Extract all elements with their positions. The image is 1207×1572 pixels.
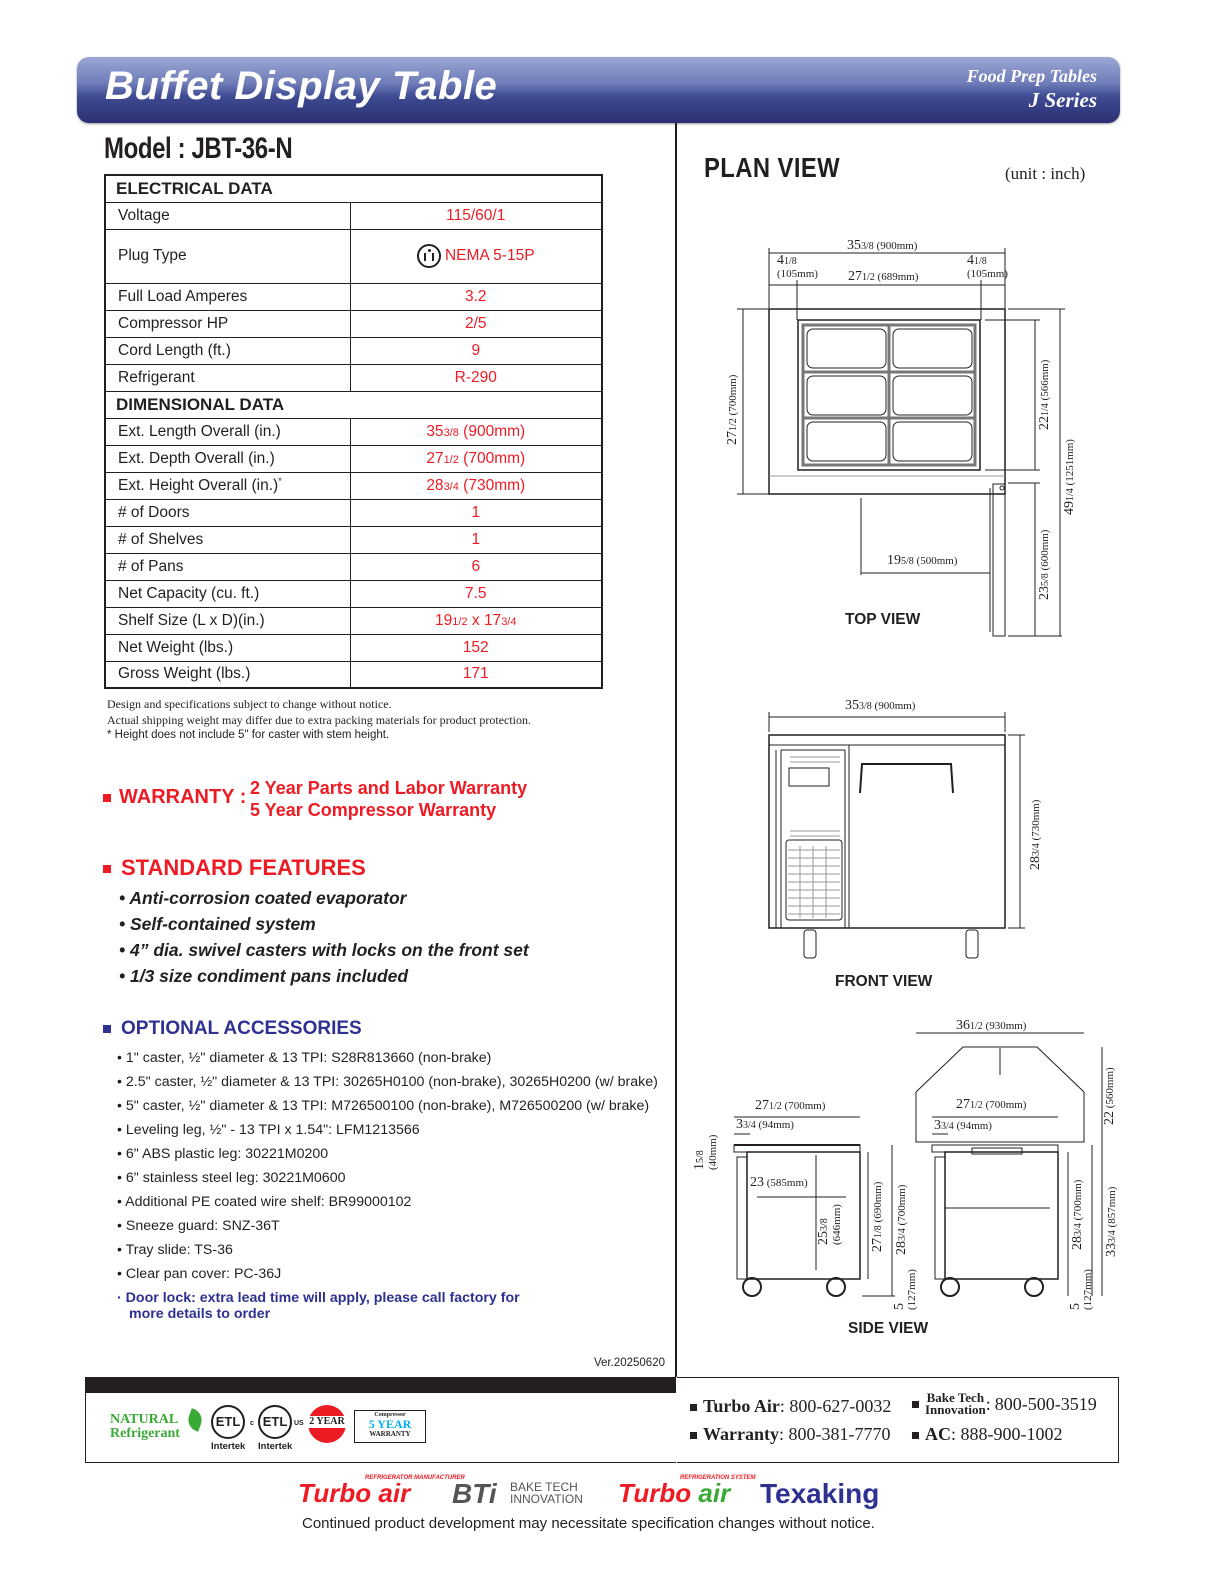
five-year-compressor-badge: Compressor 5 YEAR WARRANTY	[354, 1410, 426, 1443]
plan-view-title: PLAN VIEW	[704, 152, 841, 183]
c-etl-us-logo: ETL	[258, 1405, 292, 1439]
dim-total-depth: 491/4 (1251mm)	[1062, 439, 1077, 515]
etl-logo: ETL	[211, 1405, 245, 1439]
texaking-logo: Texaking	[760, 1478, 880, 1509]
list-item: • Tray slide: TS-36	[117, 1242, 233, 1258]
bullet-square-icon	[103, 865, 111, 873]
table-row: Refrigerant R-290	[105, 364, 602, 391]
nema-plug-icon	[417, 244, 441, 268]
side-view-label: SIDE VIEW	[848, 1320, 929, 1337]
table-row: Voltage 115/60/1	[105, 202, 602, 229]
dim-front-width: 353/8 (900mm)	[845, 698, 916, 713]
table-row: Ext. Height Overall (in.)* 283/4 (730mm)	[105, 472, 602, 499]
bullet-square-icon	[103, 794, 111, 802]
dim-top-thickness: 15/8 (40mm)	[692, 1134, 719, 1170]
dim-guard-width: 361/2 (930mm)	[956, 1018, 1027, 1033]
list-item: • 1/3 size condiment pans included	[119, 966, 409, 986]
table-row: Compressor HP 2/5	[105, 310, 602, 337]
list-item: • Clear pan cover: PC-36J	[117, 1266, 282, 1282]
contact-turbo-air: Turbo Air: 800-627-0032	[690, 1396, 891, 1417]
optional-accessories-list	[117, 1046, 658, 1322]
dim-interior-depth: 23 (585mm)	[750, 1175, 808, 1190]
table-row: # of Shelves 1	[105, 526, 602, 553]
category-label: Food Prep Tables	[966, 66, 1097, 86]
two-year-warranty-badge: 2 YEAR	[308, 1405, 346, 1443]
dim-door-clearance: 195/8 (500mm)	[887, 553, 958, 568]
door-lock-note: · Door lock: extra lead time will apply, please call factory for more details to order	[117, 1290, 520, 1322]
natural-refrigerant-logo: NATURAL Refrigerant	[110, 1412, 180, 1441]
column-divider	[675, 123, 677, 1377]
standard-features-list	[119, 885, 529, 989]
bullet-square-icon	[103, 1025, 111, 1033]
table-row: # of Doors 1	[105, 499, 602, 526]
spec-table	[104, 174, 603, 689]
dim-cabinet-height: 271/8 (690mm)	[870, 1181, 885, 1252]
list-item: • 2.5" caster, ½" diameter & 13 TPI: 30265H0100 (non-brake), 30265H0200 (w/ brake)	[117, 1074, 658, 1090]
unit-label: (unit : inch)	[1005, 164, 1086, 183]
list-item: • Anti-corrosion coated evaporator	[119, 888, 407, 908]
series-label: J Series	[1028, 88, 1097, 112]
table-row: Net Weight (lbs.) 152	[105, 634, 602, 661]
dim-guard-height: 22 (560mm)	[1102, 1067, 1117, 1125]
contact-ac: AC: 888-900-1002	[912, 1424, 1063, 1445]
dim-pan-width: 271/2 (689mm)	[848, 269, 919, 284]
front-view-label: FRONT VIEW	[835, 973, 933, 990]
dim-right-offset: 33/4 (94mm)	[934, 1118, 992, 1133]
dim-side-depth: 271/2 (700mm)	[755, 1098, 826, 1113]
dimensional-header: DIMENSIONAL DATA	[105, 391, 602, 418]
dim-left-margin: 41/8 (105mm)	[777, 253, 818, 280]
list-item: • Sneeze guard: SNZ-36T	[117, 1218, 280, 1234]
dim-right-height: 283/4 (700mm)	[1070, 1179, 1085, 1250]
contact-bake-tech: Bake Tech Innovation : 800-500-3519	[912, 1392, 1097, 1416]
list-item: • 4” dia. swivel casters with locks on the front set	[119, 940, 529, 960]
dim-overall-width: 353/8 (900mm)	[847, 238, 918, 253]
list-item: • 1" caster, ½" diameter & 13 TPI: S28R813660 (non-brake)	[117, 1050, 492, 1066]
dim-right-caster: 5 (127mm)	[1068, 1269, 1094, 1310]
model-number: Model : JBT-36-N	[104, 132, 293, 165]
footer-bar	[85, 1377, 676, 1393]
dim-right-depth: 271/2 (700mm)	[956, 1097, 1027, 1112]
table-row: Cord Length (ft.) 9	[105, 337, 602, 364]
table-row: Ext. Depth Overall (in.) 271/2 (700mm)	[105, 445, 602, 472]
dim-side-caster: 5 (127mm)	[892, 1269, 918, 1310]
electrical-header: ELECTRICAL DATA	[105, 175, 602, 202]
dim-interior-height: 253/8 (646mm)	[816, 1204, 843, 1245]
standard-features-title: STANDARD FEATURES	[103, 855, 366, 881]
table-row: Ext. Length Overall (in.) 353/8 (900mm)	[105, 418, 602, 445]
page-title: Buffet Display Table	[105, 64, 498, 108]
list-item: • 5" caster, ½" diameter & 13 TPI: M726500100 (non-brake), M726500200 (w/ brake)	[117, 1098, 650, 1114]
dim-side-height: 283/4 (700mm)	[894, 1184, 909, 1255]
table-row: Plug Type NEMA 5-15P	[105, 229, 602, 283]
bake-tech-text: BAKE TECH INNOVATION	[510, 1480, 583, 1506]
dim-total-height: 333/4 (857mm)	[1104, 1186, 1119, 1257]
list-item: • Leveling leg, ½" - 13 TPI x 1.54": LFM1213566	[117, 1122, 420, 1138]
optional-accessories-title: OPTIONAL ACCESSORIES	[103, 1018, 362, 1040]
dim-front-height: 283/4 (730mm)	[1028, 799, 1043, 870]
turbo-air-system-logo: Turbo air	[618, 1478, 731, 1508]
dim-side-offset: 33/4 (94mm)	[736, 1117, 794, 1132]
contacts-box	[677, 1377, 1119, 1463]
table-row: Shelf Size (L x D)(in.) 191/2 x 173/4	[105, 607, 602, 634]
turbo-air-logo: Turbo air	[298, 1478, 411, 1508]
list-item: • 6" stainless steel leg: 30221M0600	[117, 1170, 346, 1186]
dim-right-margin: 41/8 (105mm)	[967, 253, 1008, 280]
disclaimer: Continued product development may necessitate specification changes without notice.	[302, 1515, 875, 1532]
dim-depth: 271/2 (700mm)	[725, 374, 740, 445]
dim-door-open-depth: 235/8 (600mm)	[1037, 529, 1052, 600]
contact-warranty: Warranty: 800-381-7770	[690, 1424, 891, 1445]
table-row: Net Capacity (cu. ft.) 7.5	[105, 580, 602, 607]
table-row: Full Load Amperes 3.2	[105, 283, 602, 310]
spec-notes: Design and specifications subject to change without notice. Actual shipping weight may differ due to extra packing materials for product protection. * Height does not include 5" for caster with stem height.	[107, 697, 531, 741]
table-row: # of Pans 6	[105, 553, 602, 580]
list-item: • Additional PE coated wire shelf: BR99000102	[117, 1194, 412, 1210]
top-view-label: TOP VIEW	[845, 611, 921, 628]
table-row: Gross Weight (lbs.) 171	[105, 661, 602, 688]
bti-logo: BTi	[452, 1478, 497, 1509]
list-item: • 6" ABS plastic leg: 30221M0200	[117, 1146, 329, 1162]
list-item: • Self-contained system	[119, 914, 316, 934]
dim-pan-depth: 221/4 (566mm)	[1037, 359, 1052, 430]
version-label: Ver.20250620	[594, 1357, 665, 1369]
